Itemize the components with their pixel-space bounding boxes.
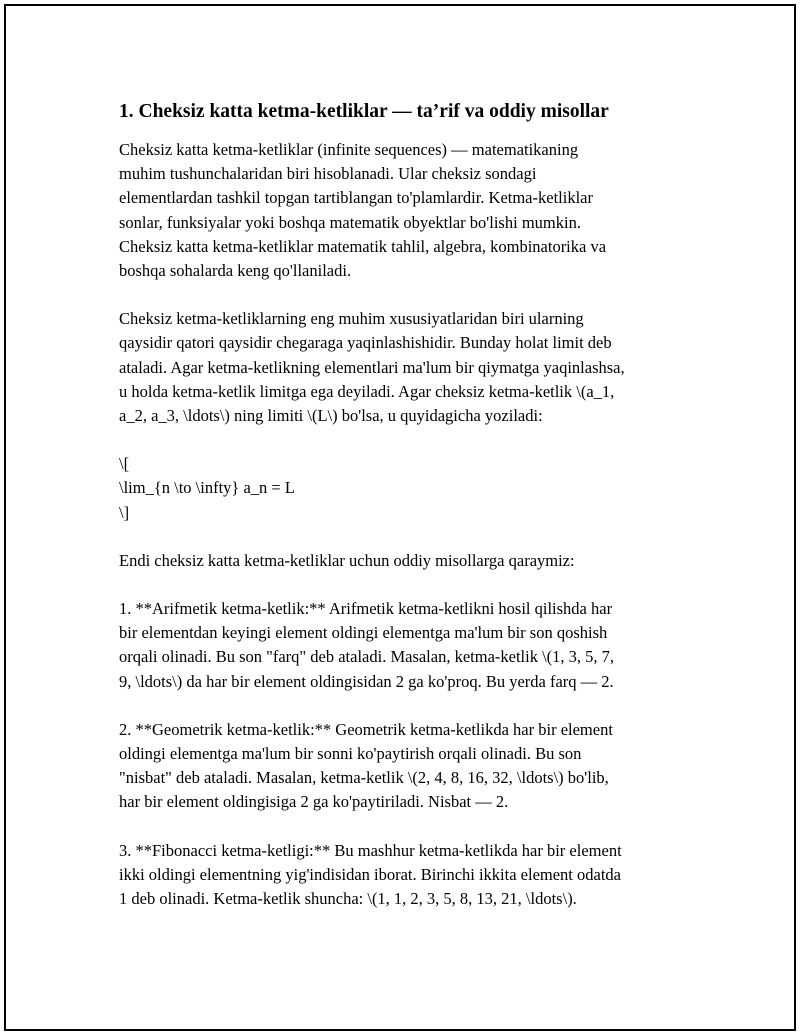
page-frame [4, 4, 796, 1031]
paragraph-limit: Cheksiz ketma-ketliklarning eng muhim xususiyatlaridan biri ularning qaysidir qatori qaysidir chegaraga yaqinlashishidir. Bunday holat limit deb ataladi. Agar ketma-ketlikning elementlari ma'lum bir qiymatga yaqinlashsa, u holda ketma-ketlik limitga ega deyiladi. Agar cheksiz ketma-ketlik \(a_1, a_2, a_3, \ldots\) ning limiti \(L\) bo'lsa, u quyidagicha yoziladi: [119, 309, 625, 426]
document-title: 1. Cheksiz katta ketma-ketliklar — ta’rif va oddiy misollar [119, 101, 609, 122]
list-item-geometric: 2. **Geometrik ketma-ketlik:** Geometrik ketma-ketlikda har bir element oldingi elementga ma'lum bir sonni ko'paytirish orqali olinadi. Bu son "nisbat" deb ataladi. Masalan, ketma-ketlik \(2, 4, 8, 16, 32, \ldots\) bo'lib, har bir element oldingisiga 2 ga ko'paytiriladi. Nisbat — 2. [119, 719, 613, 812]
paragraph-examples-intro: Endi cheksiz katta ketma-ketliklar uchun oddiy misollarga qaraymiz: [119, 550, 575, 570]
list-item-fibonacci: 3. **Fibonacci ketma-ketligi:** Bu mashhur ketma-ketlikda har bir element ikki oldingi elementning yig'indisidan iborat. Birinchi ikkita element odatda 1 deb olinadi. Ketma-ketlik shuncha: \(1, 1, 2, 3, 5, 8, 13, 21, \ldots\). [119, 840, 622, 909]
paragraph-intro: Cheksiz katta ketma-ketliklar (infinite sequences) — matematikaning muhim tushunchalaridan biri hisoblanadi. Ular cheksiz sondagi elementlardan tashkil topgan tartiblangan to'plamlardir. Ketma-ketliklar sonlar, funksiyalar yoki boshqa matematik obyektlar bo'lishi mumkin. Cheksiz katta ketma-ketliklar matematik tahlil, algebra, kombinatorika va boshqa sohalarda keng qo'llaniladi. [119, 140, 607, 281]
list-item-arithmetic: 1. **Arifmetik ketma-ketlik:** Arifmetik ketma-ketlikni hosil qilishda har bir elementdan keyingi element oldingi elementga ma'lum bir son qoshish orqali olinadi. Bu son "farq" deb ataladi. Masalan, ketma-ketlik \(1, 3, 5, 7, 9, \ldots\) da har bir element oldingisidan 2 ga ko'proq. Bu yerda farq — 2. [119, 599, 615, 691]
formula-limit: \[ \lim_{n \to \infty} a_n = L \] [119, 454, 295, 522]
document-body [119, 98, 699, 911]
